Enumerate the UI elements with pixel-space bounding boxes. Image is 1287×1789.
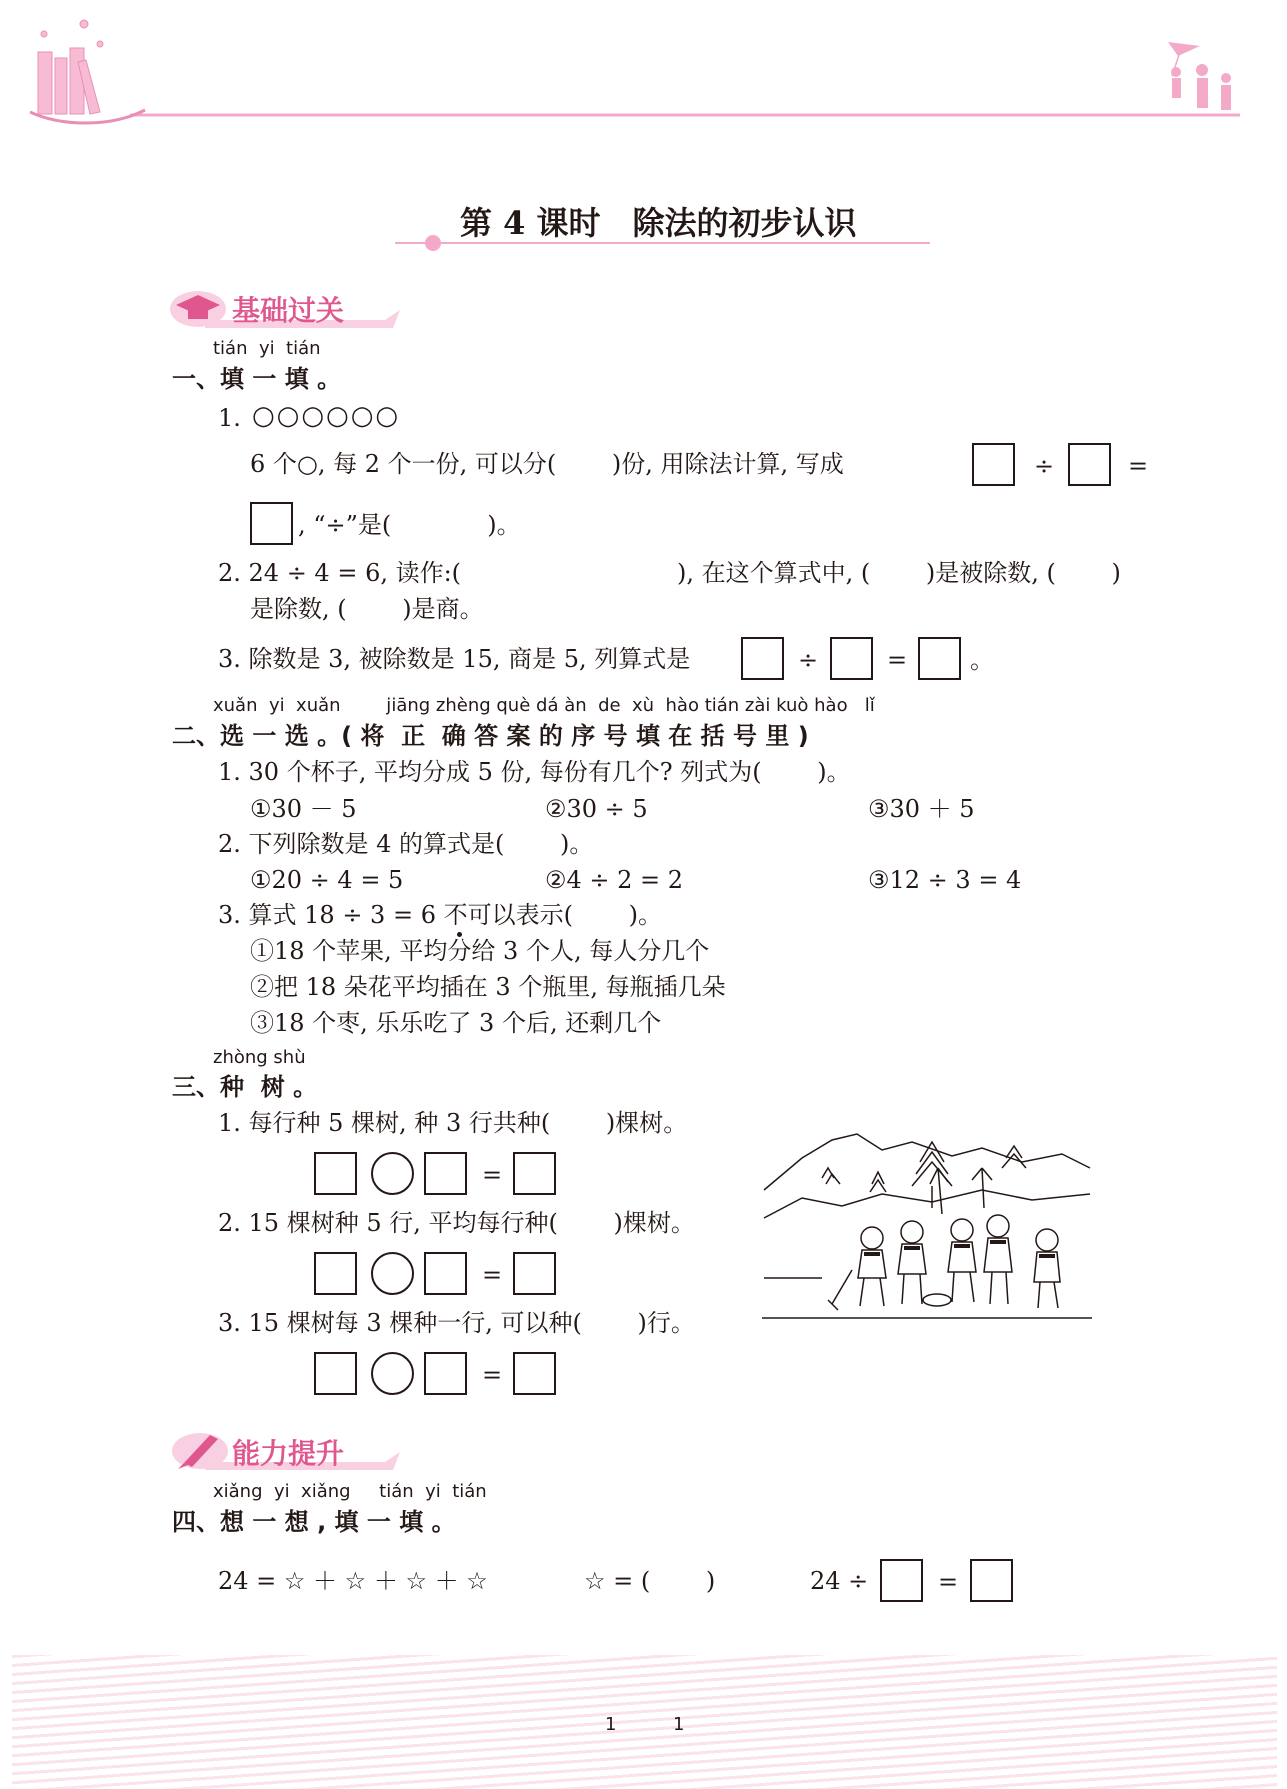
q3-answer-box-1[interactable] xyxy=(741,637,784,680)
s3-q3-box-3[interactable] xyxy=(513,1352,556,1395)
section3-pinyin: zhòng shù xyxy=(213,1047,306,1068)
q1-answer-box-1[interactable] xyxy=(972,443,1015,486)
s3-q3-equal: = xyxy=(482,1361,503,1389)
q3-answer-box-3[interactable] xyxy=(918,637,961,680)
q3-divide-sign: ÷ xyxy=(798,646,819,674)
s2-q1-option-2: ②30 ÷ 5 xyxy=(545,795,648,823)
s3-q1: 1. 每行种 5 棵树, 种 3 行共种( )棵树。 xyxy=(218,1109,688,1137)
basic-section-banner: 基础过关 xyxy=(232,294,345,327)
s3-q3-box-1[interactable] xyxy=(314,1352,357,1395)
q1-line2: , “÷”是( )。 xyxy=(298,511,521,539)
section1-pinyin: tián yi tián xyxy=(213,338,321,359)
section2-heading: 二、选 一 选 。( 将 正 确 答 案 的 序 号 填 在 括 号 里 ) xyxy=(172,722,809,750)
s2-q1-option-1: ①30 － 5 xyxy=(250,795,357,823)
s2-q3-option-3: ③18 个枣, 乐乐吃了 3 个后, 还剩几个 xyxy=(250,1009,662,1037)
s3-q1-box-2[interactable] xyxy=(424,1152,467,1195)
s3-q2-box-2[interactable] xyxy=(424,1252,467,1295)
s2-q2: 2. 下列除数是 4 的算式是( )。 xyxy=(218,830,594,858)
s3-q2-box-3[interactable] xyxy=(513,1252,556,1295)
section2-pinyin: xuǎn yi xuǎn jiāng zhèng què dá àn de xù hào tián zài kuò hào lǐ xyxy=(213,695,875,716)
s3-q1-box-3[interactable] xyxy=(513,1152,556,1195)
s3-q1-box-1[interactable] xyxy=(314,1152,357,1195)
s3-q1-operator-circle[interactable] xyxy=(371,1152,414,1195)
s2-q3: 3. 算式 18 ÷ 3 = 6 不可以表示( )。 xyxy=(218,901,662,929)
footer-stripes xyxy=(12,1655,1277,1789)
section3-heading: 三、种 树 。 xyxy=(172,1073,318,1101)
q1-circles: ○○○○○○ xyxy=(252,401,401,431)
q1-number: 1. xyxy=(218,404,241,432)
books-logo-icon xyxy=(30,20,145,123)
title-underline xyxy=(395,235,930,255)
s4-division-start: 24 ÷ xyxy=(810,1567,869,1595)
s2-q3-option-1: ①18 个苹果, 平均分给 3 个人, 每人分几个 xyxy=(250,937,710,965)
section1-heading: 一、填 一 填 。 xyxy=(172,365,342,393)
kids-kite-icon xyxy=(1168,42,1231,110)
s3-q2-operator-circle[interactable] xyxy=(371,1252,414,1295)
s3-q2-equal: = xyxy=(482,1261,503,1289)
q1-divide-sign: ÷ xyxy=(1034,452,1055,480)
s2-q3-option-2: ②把 18 朵花平均插在 3 个瓶里, 每瓶插几朵 xyxy=(250,973,726,1001)
q3-end: 。 xyxy=(970,646,994,674)
q1-answer-box-2[interactable] xyxy=(1068,443,1111,486)
lesson-title: 第 4 课时 除法的初步认识 xyxy=(460,204,857,242)
s3-q3: 3. 15 棵树每 3 棵种一行, 可以种( )行。 xyxy=(218,1309,695,1337)
q3-answer-box-2[interactable] xyxy=(830,637,873,680)
s2-q2-option-1: ①20 ÷ 4 = 5 xyxy=(250,866,404,894)
s3-q2: 2. 15 棵树种 5 行, 平均每行种( )棵树。 xyxy=(218,1209,695,1237)
s3-q3-operator-circle[interactable] xyxy=(371,1352,414,1395)
s2-q2-option-2: ②4 ÷ 2 = 2 xyxy=(545,866,684,894)
s3-q2-box-1[interactable] xyxy=(314,1252,357,1295)
s2-q1: 1. 30 个杯子, 平均分成 5 份, 每份有几个? 列式为( )。 xyxy=(218,758,851,786)
tree-planting-illustration xyxy=(762,1128,1092,1328)
s3-q3-box-2[interactable] xyxy=(424,1352,467,1395)
q1-line1: 6 个○, 每 2 个一份, 可以分( )份, 用除法计算, 写成 xyxy=(250,450,844,478)
s2-q2-option-3: ③12 ÷ 3 = 4 xyxy=(868,866,1022,894)
s4-answer-box-1[interactable] xyxy=(880,1559,923,1602)
star-value: ☆ = ( ) xyxy=(584,1567,716,1595)
q1-answer-box-3[interactable] xyxy=(250,502,293,545)
q1-equal-sign: = xyxy=(1128,452,1149,480)
s2-q1-option-3: ③30 ＋ 5 xyxy=(868,795,975,823)
stars-equation: 24 = ☆ ＋ ☆ ＋ ☆ ＋ ☆ xyxy=(218,1567,488,1595)
q2-line2: 是除数, ( )是商。 xyxy=(250,595,484,623)
s4-equal-sign: = xyxy=(938,1568,959,1596)
q3-equal-sign: = xyxy=(887,646,908,674)
section4-pinyin: xiǎng yi xiǎng tián yi tián xyxy=(213,1481,487,1502)
section4-heading: 四、想 一 想 , 填 一 填 。 xyxy=(172,1508,456,1536)
s4-answer-box-2[interactable] xyxy=(970,1559,1013,1602)
page-number-right: 1 xyxy=(673,1714,685,1735)
q3-text: 3. 除数是 3, 被除数是 15, 商是 5, 列算式是 xyxy=(218,645,691,673)
s3-q1-equal: = xyxy=(482,1161,503,1189)
header-decoration xyxy=(0,0,1287,140)
advance-section-banner: 能力提升 xyxy=(232,1437,345,1470)
q2-line1: 2. 24 ÷ 4 = 6, 读作:( ), 在这个算式中, ( )是被除数, ( ) xyxy=(218,559,1121,587)
page-number-left: 1 xyxy=(605,1714,617,1735)
